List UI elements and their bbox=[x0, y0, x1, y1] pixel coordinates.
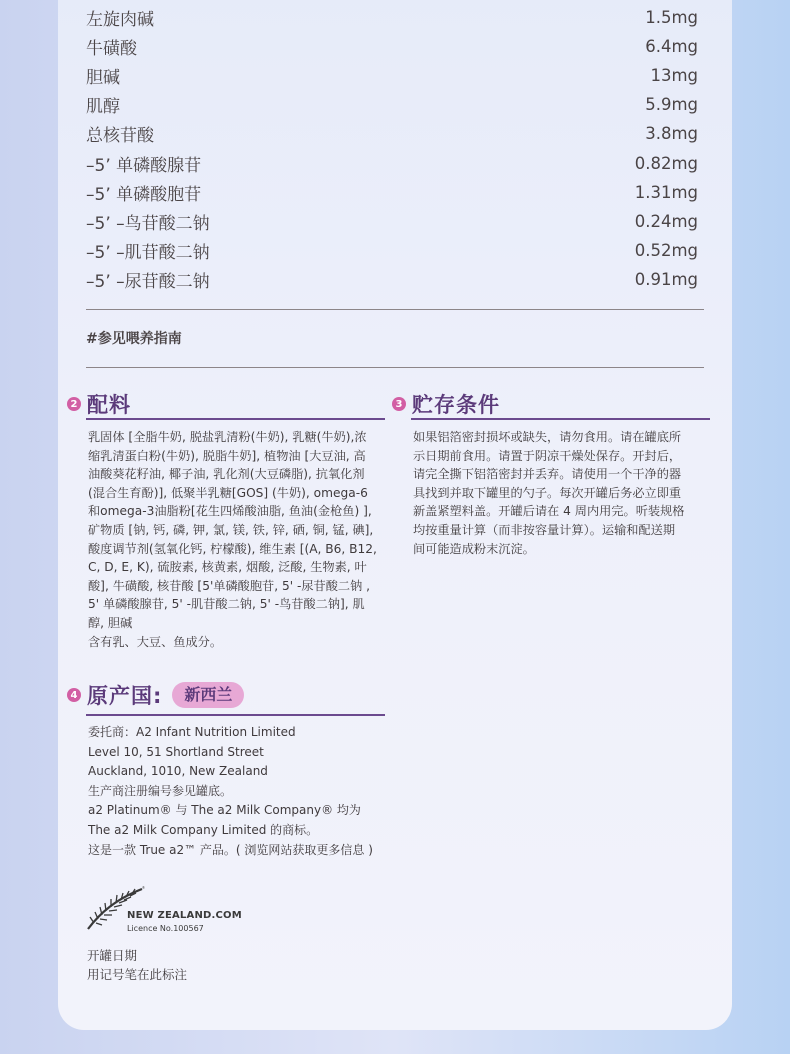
ingredients-title: 配料 bbox=[87, 393, 131, 417]
nutrient-row: 左旋肉碱 1.5mg bbox=[86, 7, 698, 30]
nutrient-row: –5’ –尿苷酸二钠 0.91mg bbox=[86, 269, 698, 292]
section-underline bbox=[86, 418, 385, 420]
nutrient-row: 胆碱 13mg bbox=[86, 65, 698, 88]
section-number-badge: 2 bbox=[67, 397, 81, 411]
section-underline bbox=[86, 714, 385, 716]
divider bbox=[86, 309, 704, 310]
nutrient-row: –5’ 单磷酸腺苷 0.82mg bbox=[86, 153, 698, 176]
section-underline bbox=[411, 418, 710, 420]
origin-title: 原产国: bbox=[87, 684, 163, 708]
ingredients-header bbox=[67, 390, 131, 418]
section-number-badge: 3 bbox=[392, 397, 406, 411]
svg-text:®: ® bbox=[142, 885, 145, 890]
origin-header bbox=[67, 681, 244, 709]
nutrient-row: –5’ –肌苷酸二钠 0.52mg bbox=[86, 240, 698, 263]
nz-logo-text: NEW ZEALAND.COM bbox=[127, 910, 242, 921]
nutrient-row: 肌醇 5.9mg bbox=[86, 94, 698, 117]
nz-licence: Licence No.100567 bbox=[127, 924, 204, 933]
origin-text: 委托商：A2 Infant Nutrition Limited Level 10, 51 Shortland Street Auckland, 1010, New Zealand 生产商注册编号参见罐底。 a2 Platinum® 与 The a2 Milk Company® 均为 The a2 Milk Company Limited 的商标。 这是一款 True a2™ 产品。( 浏览网站获取更多信息 ) bbox=[88, 725, 373, 857]
nutrient-row: –5’ 单磷酸胞苷 1.31mg bbox=[86, 182, 698, 205]
storage-title: 贮存条件 bbox=[412, 393, 500, 417]
section-number-badge: 4 bbox=[67, 688, 81, 702]
storage-text: 如果铝箔密封损坏或缺失，请勿食用。请在罐底所 示日期前食用。请置于阴凉干燥处保存。开封后， 请完全撕下铝箔密封并丢弃。请使用一个干净的器 具找到并取下罐里的勺子。每次开罐后务必立即重 新盖紧塑料盖。开罐后请在 4 周内用完。听装规格 均按重量计算（而非按容量计算）。运输和配送期 间可能造成粉末沉淀。 bbox=[413, 430, 685, 556]
nutrient-row: 总核苷酸 3.8mg bbox=[86, 123, 698, 146]
opening-date-note: 开罐日期 用记号笔在此标注 bbox=[87, 948, 188, 982]
ingredients-text: 乳固体 [全脂牛奶, 脱盐乳清粉(牛奶), 乳糖(牛奶),浓 缩乳清蛋白粉(牛奶), 脱脂牛奶], 植物油 [大豆油, 高 油酸葵花籽油, 椰子油, 乳化剂(大豆磷脂), 抗氧化剂 (混合生育酚)], 低聚半乳糖[GOS] (牛奶), omega-6 和omega-3油脂粉[花生四烯酸油脂, 鱼油(金枪鱼) ], 矿物质 [钠, 钙, 磷, 钾, 氯, 镁, 铁, 锌, 硒, 铜, 锰, 碘], 酸度调节剂(氢氧化钙, 柠檬酸), 维生素 [(A, B6, B12, C, D, E, K), 硫胺素, 核黄素, 烟酸, 泛酸, 生物素, 叶 酸], 牛磺酸, 核苷酸 [5'单磷酸胞苷, 5' -尿苷酸二钠 , 5' 单磷酸腺苷, 5' -肌苷酸二钠, 5' -鸟苷酸二钠], 肌 醇, 胆碱 含有乳、大豆、鱼成分。 bbox=[88, 430, 377, 649]
nutrient-row: –5’ –鸟苷酸二钠 0.24mg bbox=[86, 211, 698, 234]
feeding-note: #参见喂养指南 bbox=[86, 331, 182, 347]
nutrient-row: 牛磺酸 6.4mg bbox=[86, 36, 698, 59]
country-badge: 新西兰 bbox=[172, 682, 244, 708]
divider bbox=[86, 367, 704, 368]
storage-header bbox=[392, 390, 500, 418]
